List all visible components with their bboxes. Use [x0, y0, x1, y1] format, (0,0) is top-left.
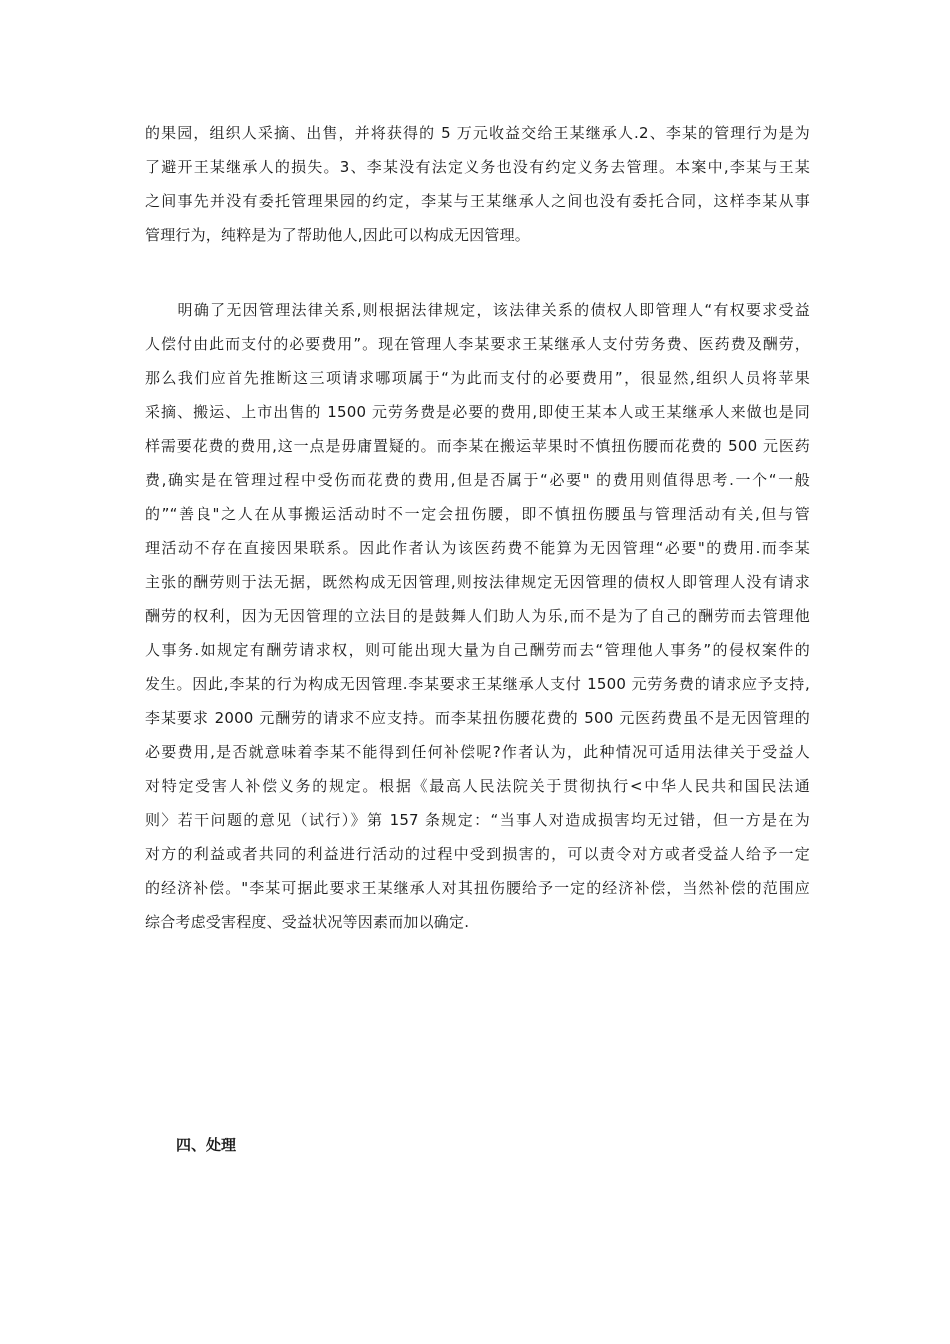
- paragraph-1: [145, 116, 810, 252]
- text-line: 酬劳的权利，因为无因管理的立法目的是鼓舞人们助人为乐,而不是为了自己的酬劳而去管理他: [145, 607, 810, 625]
- text-line: 主张的酬劳则于法无据，既然构成无因管理,则按法律规定无因管理的债权人即管理人没有请求: [145, 573, 810, 591]
- text-line: 之间事先并没有委托管理果园的约定，李某与王某继承人之间也没有委托合同，这样李某从事: [145, 192, 810, 210]
- text-line: 人偿付由此而支付的必要费用”。现在管理人李某要求王某继承人支付劳务费、医药费及酬劳，: [145, 335, 810, 353]
- text-line: 管理行为，纯粹是为了帮助他人,因此可以构成无因管理。: [145, 226, 530, 244]
- text-line: 的”“善良"之人在从事搬运活动时不一定会扭伤腰，即不慎扭伤腰虽与管理活动有关,但与管: [145, 505, 810, 523]
- text-line: 发生。因此,李某的行为构成无因管理.李某要求王某继承人支付 1500 元劳务费的请求应予支持,: [145, 675, 810, 693]
- text-line: 那么我们应首先推断这三项请求哪项属于“为此而支付的必要费用”，很显然,组织人员将苹果: [145, 369, 810, 387]
- text-line: 必要费用,是否就意味着李某不能得到任何补偿呢?作者认为，此种情况可适用法律关于受益人: [145, 743, 810, 761]
- text-line: 了避开王某继承人的损失。3、李某没有法定义务也没有约定义务去管理。本案中,李某与王某: [145, 158, 810, 176]
- text-line: 的经济补偿。"李某可据此要求王某继承人对其扭伤腰给予一定的经济补偿，当然补偿的范围应: [145, 879, 810, 897]
- text-line: 的果园，组织人采摘、出售，并将获得的 5 万元收益交给王某继承人.2、李某的管理行为是为: [145, 124, 810, 142]
- text-line: 李某要求 2000 元酬劳的请求不应支持。而李某扭伤腰花费的 500 元医药费虽不是无因管理的: [145, 709, 810, 727]
- text-line: 则〉若干问题的意见（试行）》第 157 条规定：“当事人对造成损害均无过错，但一方是在为: [145, 811, 810, 829]
- text-line: 理活动不存在直接因果联系。因此作者认为该医药费不能算为无因管理“必要"的费用.而李某: [145, 539, 810, 557]
- text-line: 费,确实是在管理过程中受伤而花费的费用,但是否属于“必要" 的费用则值得思考.一个“一般: [145, 471, 810, 489]
- text-line: 对特定受害人补偿义务的规定。根据《最高人民法院关于贯彻执行<中华人民共和国民法通: [145, 777, 810, 795]
- text-line: 样需要花费的费用,这一点是毋庸置疑的。而李某在搬运苹果时不慎扭伤腰而花费的 500 元医药: [145, 437, 810, 455]
- section-heading: 四、处理: [176, 1136, 237, 1154]
- paragraph-2: [145, 293, 810, 939]
- text-line: 综合考虑受害程度、受益状况等因素而加以确定.: [145, 913, 470, 931]
- text-line: 明确了无因管理法律关系,则根据法律规定，该法律关系的债权人即管理人“有权要求受益: [145, 301, 810, 319]
- text-line: 采摘、搬运、上市出售的 1500 元劳务费是必要的费用,即使王某本人或王某继承人来做也是同: [145, 403, 810, 421]
- text-line: 人事务.如规定有酬劳请求权，则可能出现大量为自己酬劳而去“管理他人事务”的侵权案件的: [145, 641, 810, 659]
- text-line: 对方的利益或者共同的利益进行活动的过程中受到损害的，可以责令对方或者受益人给予一定: [145, 845, 810, 863]
